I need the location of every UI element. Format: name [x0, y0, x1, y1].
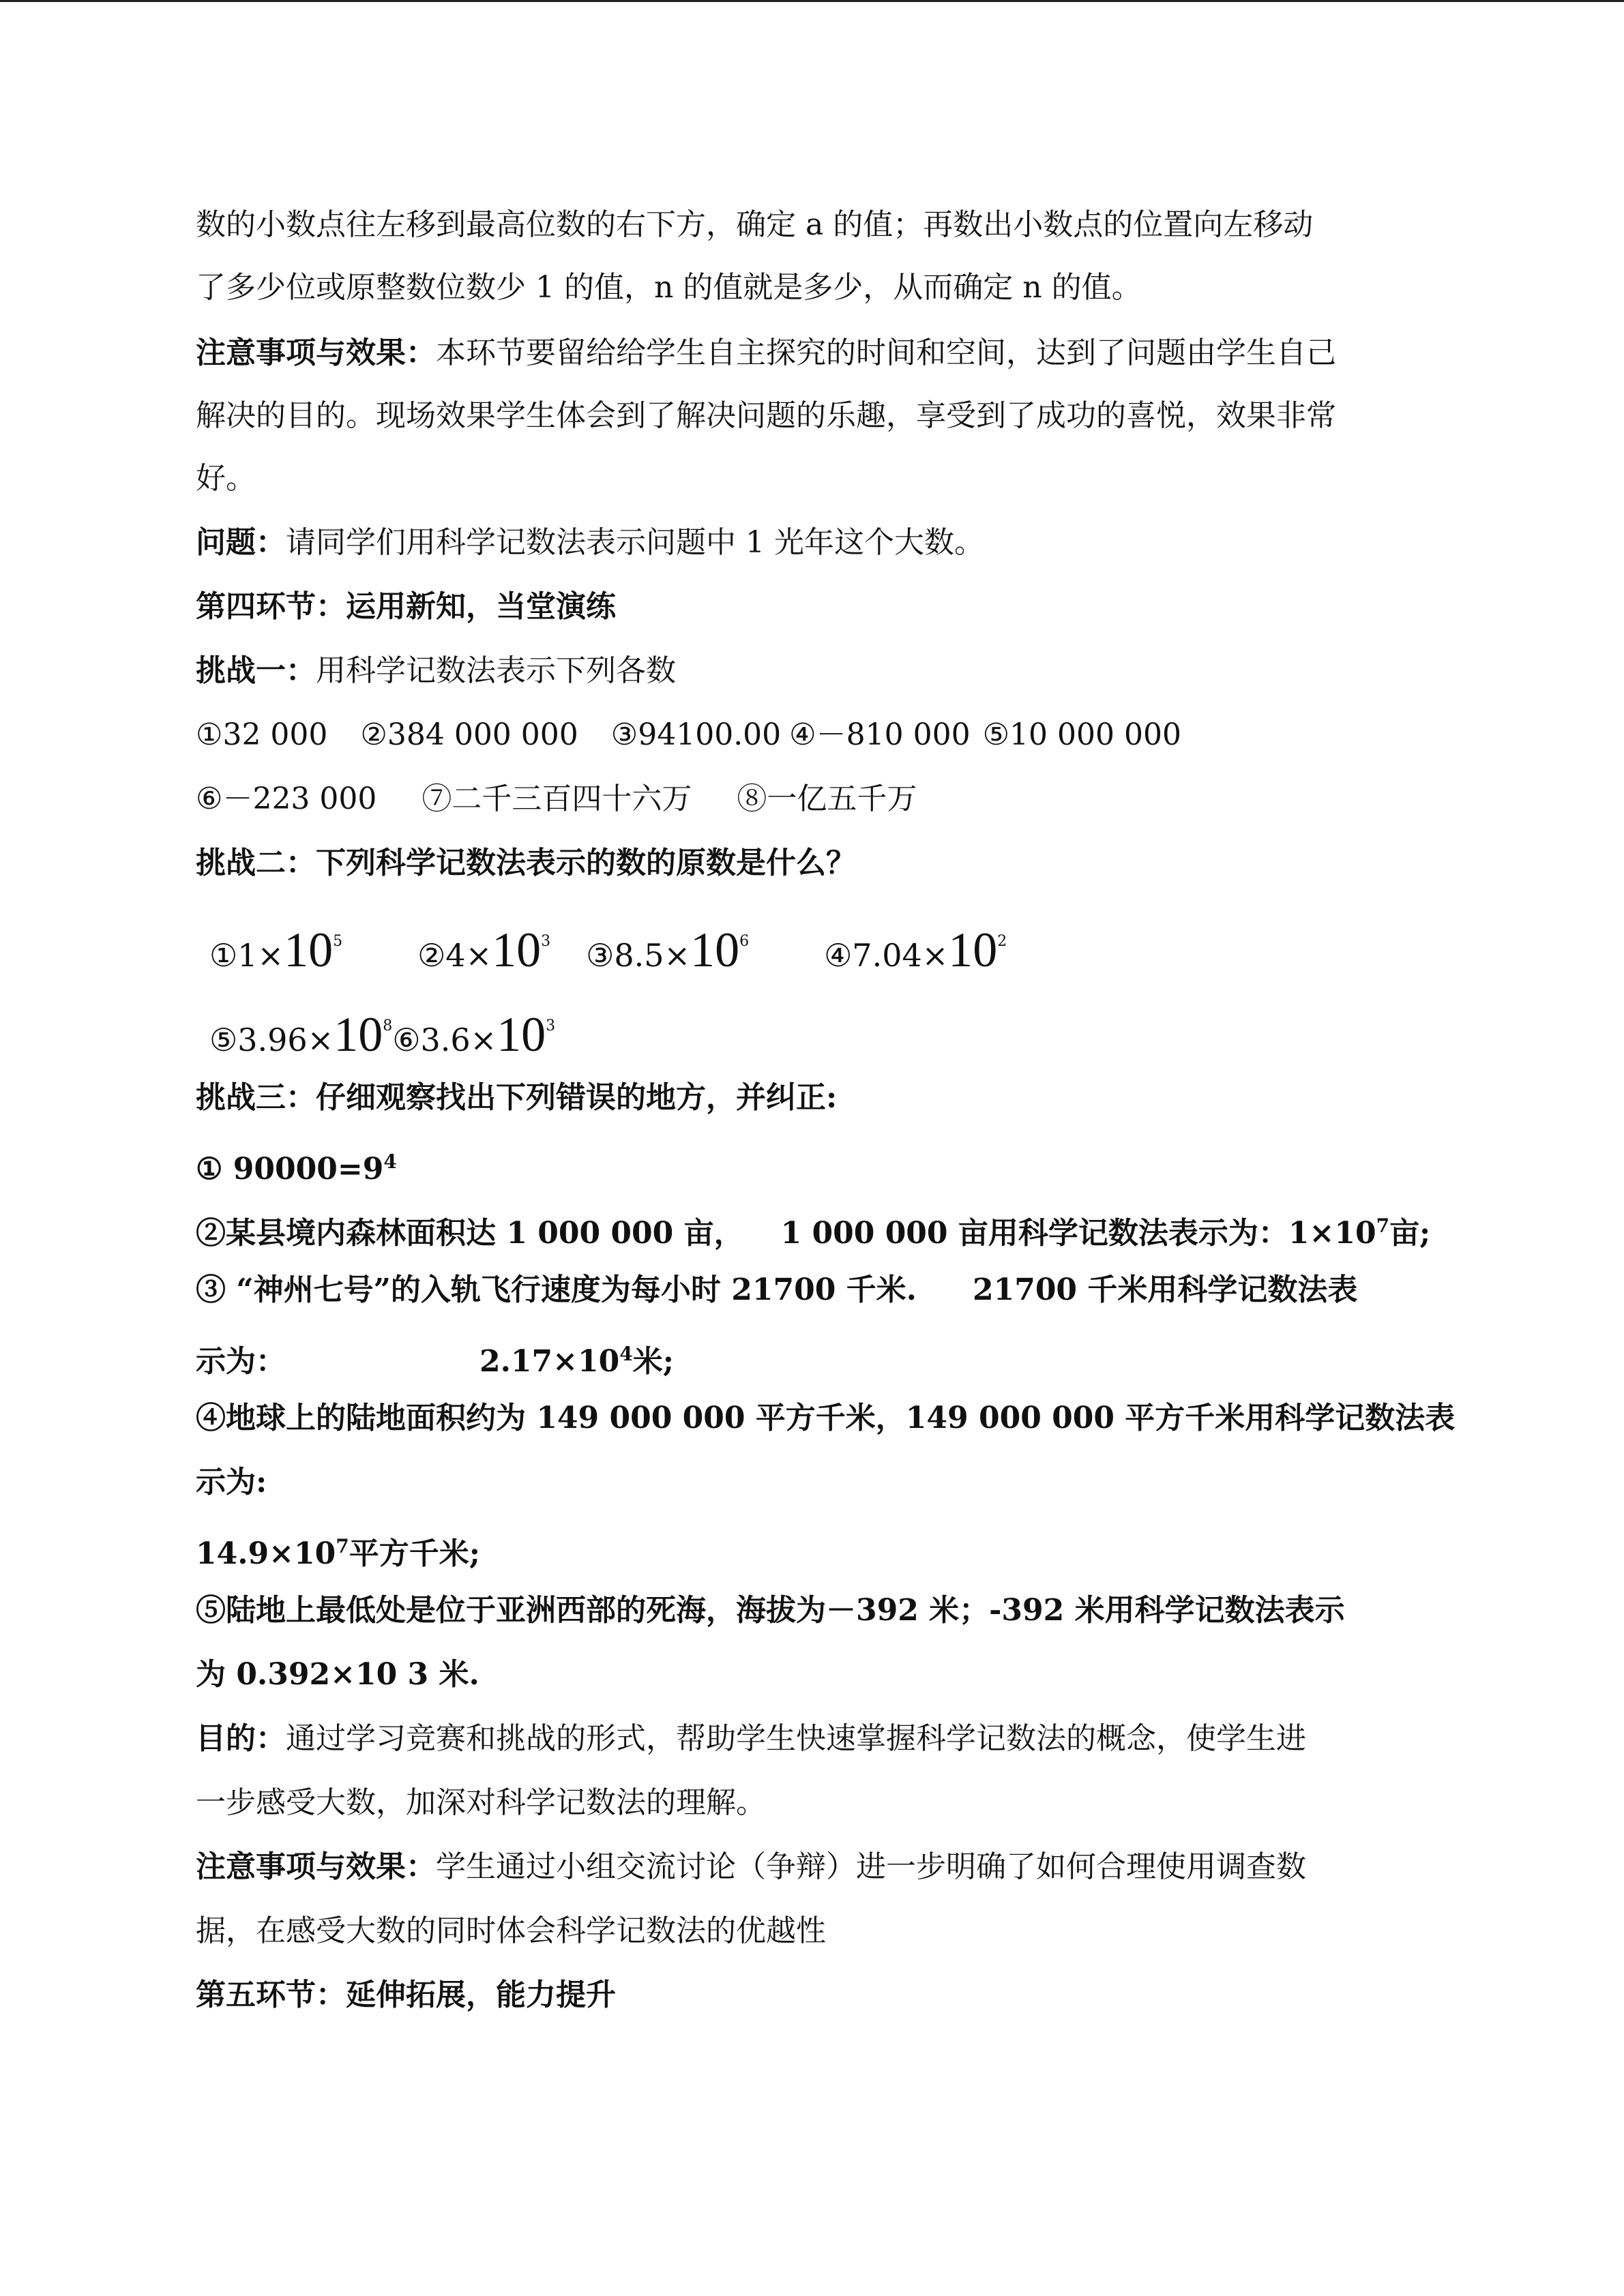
number-list: [196, 780, 917, 818]
paragraph-line: [196, 460, 256, 498]
notes-label: 注意事项与效果：: [196, 336, 436, 370]
list-item: ①32 000: [196, 717, 328, 752]
error-item-2: ②某县境内森林面积达 1 000 000 亩， 1 000 000 亩用科学记数法表示为：$1\times 10^7$亩;: [196, 1214, 1431, 1251]
sci-number: $①1\times 10^5$: [209, 923, 343, 977]
list-item: ⑥－223 000: [196, 781, 377, 816]
error-item-4-answer: $14.9\times 10^7$平方千米;: [196, 1535, 480, 1571]
sci-number: $③8.5\times 10^6$: [586, 923, 750, 977]
paragraph-line: [196, 1784, 766, 1822]
paragraph-line: [196, 397, 1336, 435]
list-item: ④－810 000: [789, 717, 971, 752]
error-item-5-cont: 为 0.392×10 3 米.: [196, 1657, 479, 1692]
error-item-3-cont: 示为： $2.17\times 10^4$米;: [196, 1343, 674, 1379]
challenge-two-heading: [196, 844, 856, 882]
error-item-4-cont: 示为:: [196, 1465, 267, 1500]
list-item: ②384 000 000: [360, 717, 578, 752]
text: 本环节要留给给学生自主探究的时间和空间，达到了问题由学生自己: [436, 336, 1336, 370]
error-item-4: ④地球上的陆地面积约为 149 000 000 平方千米，149 000 000 平方千米用科学记数法表: [196, 1401, 1456, 1435]
challenge-three-heading: [196, 1079, 837, 1117]
heading-text: 第四环节：运用新知，当堂演练: [196, 589, 616, 624]
text: 了多少位或原整数位数少 1 的值，n 的值就是多少，从而确定 n 的值。: [196, 270, 1142, 305]
challenge-label: 挑战一：: [196, 653, 316, 688]
notes-paragraph: [196, 1848, 1306, 1886]
sci-number: $⑥3.6\times 10^3$: [392, 1007, 556, 1062]
section-heading: [196, 588, 616, 626]
notes-label: 注意事项与效果：: [196, 1849, 436, 1884]
paragraph-line: [196, 206, 1313, 244]
purpose-label: 目的：: [196, 1721, 286, 1756]
question-paragraph: [196, 524, 984, 562]
challenge-one: [196, 652, 676, 690]
list-item: ⑦二千三百四十六万: [422, 781, 692, 816]
text: 据，在感受大数的同时体会科学记数法的优越性: [196, 1913, 826, 1948]
section-heading: [196, 1976, 616, 2014]
error-item-1: ① $90000=9^4$: [196, 1150, 397, 1187]
purpose-paragraph: [196, 1720, 1306, 1758]
text: 数的小数点往左移到最高位数的右下方，确定 a 的值；再数出小数点的位置向左移动: [196, 207, 1314, 242]
paragraph-line: [196, 269, 1142, 307]
text: 通过学习竞赛和挑战的形式，帮助学生快速掌握科学记数法的概念，使学生进: [286, 1721, 1306, 1756]
page-top-border: [0, 0, 1624, 2]
text: 好。: [196, 461, 256, 496]
sci-number: $②4\times 10^3$: [417, 923, 551, 977]
text: 一步感受大数，加深对科学记数法的理解。: [196, 1785, 766, 1820]
number-list: [196, 716, 1181, 754]
list-item: ③94100.00: [610, 717, 782, 752]
sci-number: $④7.04\times 10^2$: [824, 923, 1007, 977]
list-item: ⑤10 000 000: [982, 717, 1181, 752]
error-item-5: ⑤陆地上最低处是位于亚洲西部的死海，海拔为－392 米；-392 米用科学记数法表示: [196, 1593, 1345, 1628]
sci-number: $⑤3.96\times 10^8$: [209, 1007, 393, 1062]
text: 挑战三：仔细观察找出下列错误的地方，并纠正:: [196, 1080, 838, 1115]
sci-notation-row: [209, 911, 1007, 977]
text: 解决的目的。现场效果学生体会到了解决问题的乐趣，享受到了成功的喜悦，效果非常: [196, 398, 1336, 433]
text: 请同学们用科学记数法表示问题中 1 光年这个大数。: [286, 525, 984, 560]
paragraph-line: [196, 1912, 826, 1950]
notes-paragraph: [196, 334, 1336, 372]
text: 挑战二：下列科学记数法表示的数的原数是什么？: [196, 846, 856, 880]
text: 学生通过小组交流讨论（争辩）进一步明确了如何合理使用调查数: [436, 1849, 1306, 1884]
sci-notation-row: [209, 996, 556, 1062]
list-item: ⑧一亿五千万: [737, 781, 917, 816]
text: 用科学记数法表示下列各数: [316, 653, 676, 688]
heading-text: 第五环节：延伸拓展，能力提升: [196, 1978, 616, 2012]
question-label: 问题：: [196, 525, 286, 560]
error-item-3: ③ “神州七号”的入轨飞行速度为每小时 21700 千米. 21700 千米用科学记数法表: [196, 1272, 1358, 1307]
